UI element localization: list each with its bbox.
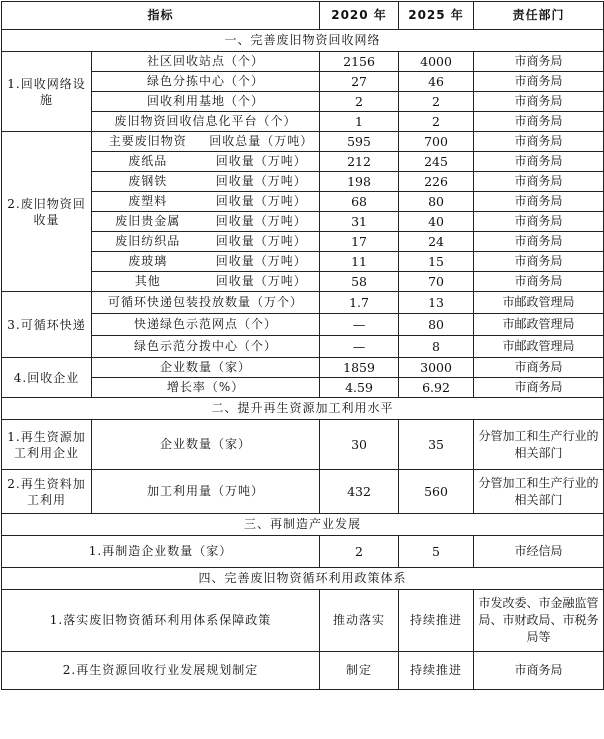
indicator-table [1,1,604,690]
material-name: 其他 [92,272,204,292]
table-row [2,292,604,314]
measure-unit: 回收量（万吨） [204,272,320,292]
indicator-name: 绿色示范分拨中心（个） [92,336,320,358]
value-2020: 11 [320,252,399,272]
value-2025: 245 [399,152,474,172]
table-row [2,152,604,172]
table-row [2,314,604,336]
value-2025: 35 [399,420,474,470]
value-2025: 8 [399,336,474,358]
section-title: 一、完善废旧物资回收网络 [2,30,604,52]
section-title: 四、完善废旧物资循环利用政策体系 [2,568,604,590]
material-name: 废塑料 [92,192,204,212]
group-label: 2.再生资料加工利用 [2,470,92,514]
dept-cell: 分管加工和生产行业的相关部门 [474,420,604,470]
measure-unit: 回收量（万吨） [204,152,320,172]
material-name: 废钢铁 [92,172,204,192]
dept-cell: 市商务局 [474,72,604,92]
dept-cell: 市邮政管理局 [474,336,604,358]
table-row [2,92,604,112]
value-2020: 68 [320,192,399,212]
indicator-name: 加工利用量（万吨） [92,470,320,514]
value-2020: 432 [320,470,399,514]
indicator-name: 废旧物资回收信息化平台（个） [92,112,320,132]
material-name: 废纸品 [92,152,204,172]
table-row [2,192,604,212]
indicator-name: 回收利用基地（个） [92,92,320,112]
indicator-name: 增长率（%） [92,378,320,398]
dept-cell: 市发改委、市金融监管局、市财政局、市税务局等 [474,590,604,652]
table-row [2,172,604,192]
table-row [2,420,604,470]
table-row [2,232,604,252]
value-2020: — [320,314,399,336]
value-2020: 17 [320,232,399,252]
group-label: 4.回收企业 [2,358,92,398]
dept-cell: 市邮政管理局 [474,292,604,314]
dept-cell: 市商务局 [474,272,604,292]
measure-unit: 回收量（万吨） [204,212,320,232]
value-2025: 70 [399,272,474,292]
value-2025: 2 [399,92,474,112]
table-row [2,132,604,152]
value-2025: 持续推进 [399,590,474,652]
measure-unit: 回收量（万吨） [204,232,320,252]
value-2020: 2156 [320,52,399,72]
value-2025: 560 [399,470,474,514]
table-row [2,378,604,398]
group-label: 2.废旧物资回收量 [2,132,92,292]
value-2020: 1 [320,112,399,132]
dept-cell: 市商务局 [474,212,604,232]
value-2020: 4.59 [320,378,399,398]
dept-cell: 市经信局 [474,536,604,568]
header-2020: 2020 年 [320,2,399,30]
value-2020: 198 [320,172,399,192]
indicator-name: 绿色分拣中心（个） [92,72,320,92]
value-2020: 1.7 [320,292,399,314]
value-2025: 13 [399,292,474,314]
material-name: 废玻璃 [92,252,204,272]
table-row [2,470,604,514]
table-row [2,212,604,232]
value-2025: 80 [399,192,474,212]
table-row [2,652,604,690]
material-name: 主要废旧物资 [92,132,204,152]
dept-cell: 市商务局 [474,92,604,112]
measure-unit: 回收量（万吨） [204,252,320,272]
table-row [2,336,604,358]
dept-cell: 市商务局 [474,132,604,152]
value-2020: 2 [320,92,399,112]
dept-cell: 市商务局 [474,172,604,192]
header-dept: 责任部门 [474,2,604,30]
value-2020: 制定 [320,652,399,690]
indicator-name: 社区回收站点（个） [92,52,320,72]
measure-unit: 回收量（万吨） [204,172,320,192]
dept-cell: 市商务局 [474,252,604,272]
dept-cell: 市邮政管理局 [474,314,604,336]
value-2025: 3000 [399,358,474,378]
value-2025: 40 [399,212,474,232]
value-2020: 27 [320,72,399,92]
value-2025: 226 [399,172,474,192]
value-2020: 1859 [320,358,399,378]
value-2020: 31 [320,212,399,232]
value-2020: 推动落实 [320,590,399,652]
value-2025: 24 [399,232,474,252]
section-row [2,398,604,420]
value-2020: 212 [320,152,399,172]
value-2020: 30 [320,420,399,470]
header-row [2,2,604,30]
value-2025: 2 [399,112,474,132]
section-row [2,568,604,590]
group-label: 3.可循环快递 [2,292,92,358]
dept-cell: 市商务局 [474,152,604,172]
indicator-name: 1.落实废旧物资循环利用体系保障政策 [2,590,320,652]
section-row [2,514,604,536]
dept-cell: 市商务局 [474,52,604,72]
value-2025: 15 [399,252,474,272]
value-2020: 2 [320,536,399,568]
header-indicator: 指标 [2,2,320,30]
dept-cell: 市商务局 [474,378,604,398]
dept-cell: 市商务局 [474,112,604,132]
group-label: 1.再生资源加工利用企业 [2,420,92,470]
table-row [2,536,604,568]
value-2025: 6.92 [399,378,474,398]
measure-unit: 回收量（万吨） [204,192,320,212]
dept-cell: 市商务局 [474,652,604,690]
dept-cell: 市商务局 [474,232,604,252]
table-row [2,358,604,378]
section-row [2,30,604,52]
table-row [2,72,604,92]
header-2025: 2025 年 [399,2,474,30]
value-2025: 700 [399,132,474,152]
indicator-name: 企业数量（家） [92,358,320,378]
indicator-name: 企业数量（家） [92,420,320,470]
table-row [2,590,604,652]
value-2020: 595 [320,132,399,152]
table-row [2,272,604,292]
section-title: 三、再制造产业发展 [2,514,604,536]
value-2025: 46 [399,72,474,92]
indicator-name: 快递绿色示范网点（个） [92,314,320,336]
group-label: 1.回收网络设施 [2,52,92,132]
value-2025: 80 [399,314,474,336]
value-2020: 58 [320,272,399,292]
material-name: 废旧贵金属 [92,212,204,232]
indicator-name: 可循环快递包装投放数量（万个） [92,292,320,314]
dept-cell: 分管加工和生产行业的相关部门 [474,470,604,514]
indicator-name: 1.再制造企业数量（家） [2,536,320,568]
value-2025: 5 [399,536,474,568]
material-name: 废旧纺织品 [92,232,204,252]
dept-cell: 市商务局 [474,358,604,378]
table-row [2,112,604,132]
value-2025: 4000 [399,52,474,72]
value-2020: — [320,336,399,358]
indicator-name: 2.再生资源回收行业发展规划制定 [2,652,320,690]
measure-unit: 回收总量（万吨） [204,132,320,152]
table-row [2,52,604,72]
value-2025: 持续推进 [399,652,474,690]
section-title: 二、提升再生资源加工利用水平 [2,398,604,420]
table-row [2,252,604,272]
dept-cell: 市商务局 [474,192,604,212]
